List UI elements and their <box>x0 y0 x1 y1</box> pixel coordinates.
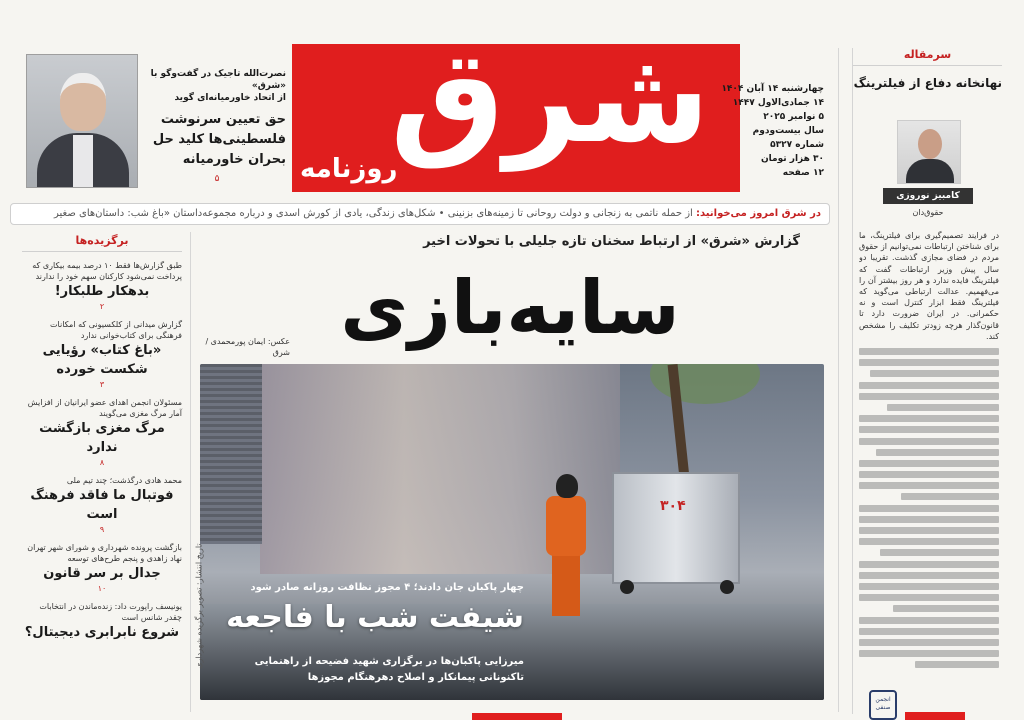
left-story-page: ۲ <box>99 302 105 311</box>
left-story-headline: مرگ مغزی بازگشت ندارد <box>39 421 165 455</box>
editorial-body <box>859 230 999 700</box>
dateline-pages: ۱۲ صفحه <box>782 168 824 178</box>
dateline-year: سال بیست‌ودوم <box>752 126 824 136</box>
author-name: کامبیز نوروزی <box>883 188 973 204</box>
left-story[interactable] <box>22 260 182 313</box>
left-story-kicker: یونیسف راپورت داد: زنده‌ماندن در انتخابات چقدر شانس است <box>39 602 182 622</box>
main-headline[interactable]: سایه‌بازی <box>340 265 680 351</box>
logo-small-text: روزنامه <box>300 154 398 184</box>
dateline-price: ۳۰ هزار تومان <box>760 154 824 164</box>
union-seal-icon: انجمن صنفی <box>869 690 897 720</box>
dateline <box>721 82 824 180</box>
editorial-body-text: در فرایند تصمیم‌گیری برای فیلترینگ، ما برای شناختن ارتباطات نمی‌توانیم از حقوق مردم در فضای مجازی گذشت. تقریبا دو سال پیش وزیر ارتباطات گفت که فیلترینگ فایده ندارد و هر روز بیشتر آن را می‌فهمیم. عدالت ارتباطی می‌گوید که فیلترینگ فقط ابزار کنترل است و نه حکمرانی. در ایران ضرورت دارد تا قانون‌گذار هرچه زودتر تکلیف را مشخص کند. <box>859 231 999 341</box>
masthead-logo <box>292 23 740 192</box>
photo-story-text: میرزایی پاکبان‌ها در برگزاری شهید فضیحه از راهنمایی تاکنونانی پیمانکار و اصلاح دهرهنگام مجوزها <box>254 656 524 683</box>
left-story[interactable] <box>22 397 182 469</box>
bottom-red-tab <box>472 713 562 720</box>
left-story-kicker: مسئولان انجمن اهدای عضو ایرانیان از افزایش آمار مرگ مغزی می‌گویند <box>27 398 182 418</box>
bottom-right-red-tab <box>905 712 965 720</box>
photo-story-headline[interactable]: شیفت شب با فاجعه <box>226 600 524 635</box>
bin-number: ۳۰۴ <box>660 498 686 514</box>
ticker-text: از حمله ناتمی به زنجانی و دولت روحانی تا زمینه‌های بزنینی • شکل‌های زندگی، یادی از کورش اسدی و درباره مجموعه‌داستان «باغ شب: داستان‌های صغیر <box>53 208 693 219</box>
photo-vertical-caption <box>190 543 204 698</box>
photo-story-kicker: چهار پاکبان جان دادند؛ ۴ مجوز نظافت روزانه صادر شود <box>250 582 524 593</box>
top-story[interactable] <box>148 68 286 184</box>
left-story-page: ۹ <box>99 525 105 534</box>
top-story-page: ۵ <box>214 174 220 184</box>
left-story-kicker: بازگشت پرونده شهرداری و شورای شهر تهران نهاد زاهدی و پنجم طرح‌های توسعه <box>27 543 182 563</box>
dateline-issue: شماره ۵۳۲۷ <box>770 140 824 150</box>
author-photo <box>897 120 961 184</box>
left-story[interactable] <box>22 475 182 536</box>
left-column <box>22 234 182 714</box>
left-section-label: برگزیده‌ها <box>22 234 182 252</box>
photo-credit: عکس: ایمان پورمحمدی / شرق <box>205 337 290 357</box>
top-story-portrait <box>26 54 138 188</box>
left-story[interactable] <box>22 542 182 595</box>
street-sweeper-figure <box>544 474 588 624</box>
left-story-kicker: طبق گزارش‌ها فقط ۱۰ درصد بیمه بیکاری که پرداخت نمی‌شود کارکنان سهم خود را ندارند <box>32 261 182 281</box>
left-story-headline: شروع نابرابری دیجیتال؟ <box>24 625 180 640</box>
top-story-kicker: نصرت‌الله تاجیک در گفت‌وگو با «شرق» <box>150 69 286 91</box>
left-story-kicker: گزارش میدانی از کلکسیونی که امکانات فرهنگی برای کتاب‌خوانی ندارد <box>50 320 182 340</box>
main-photo[interactable] <box>200 364 824 700</box>
column-divider <box>838 48 839 712</box>
dateline-persian: چهارشنبه ۱۴ آبان ۱۴۰۴ <box>721 84 824 94</box>
editorial-section-label: سرمقاله <box>853 48 1002 66</box>
garbage-bin <box>612 472 740 584</box>
editorial-headline[interactable]: نهانخانه دفاع از فیلترینگ <box>853 76 1002 90</box>
main-report-kicker: گزارش «شرق» از ارتباط سخنان تازه جلیلی با تحولات اخیر <box>423 234 800 249</box>
ticker-label: در شرق امروز می‌خوانید: <box>696 208 821 219</box>
right-column-editorial <box>852 48 1002 714</box>
left-story-page: ۸ <box>99 458 105 467</box>
author-role: حقوق‌دان <box>912 208 944 217</box>
left-story-page: ۳ <box>99 380 105 389</box>
left-story-headline: بدهکار طلبکار! <box>54 284 150 299</box>
top-story-kicker-2: از اتحاد خاورمیانه‌ای گوید <box>174 93 286 103</box>
left-story[interactable] <box>22 319 182 391</box>
left-story-page: ۱۰ <box>97 584 107 593</box>
top-story-headline: حق تعیین سرنوشت فلسطینی‌ها کلید حل بحران خاورمیانه <box>152 112 286 167</box>
today-ticker[interactable] <box>10 203 830 225</box>
dateline-hijri: ۱۴ جمادی‌الاول ۱۴۴۷ <box>732 98 824 108</box>
left-story-kicker: محمد هادی درگذشت؛ چند تیم ملی <box>66 476 182 485</box>
left-story-headline: «باغ کتاب» رؤیایی شکست خورده <box>42 343 162 377</box>
photo-caption-text: تاریخ انتشار: تصویر برگزیده شهرداری <box>194 543 204 669</box>
dateline-gregorian: ۵ نوامبر ۲۰۲۵ <box>763 112 824 122</box>
logo-main-text: شرق <box>390 23 710 172</box>
left-story-headline: فوتبال ما فاقد فرهنگ است <box>30 488 174 522</box>
left-story[interactable] <box>22 601 182 642</box>
left-story-headline: جدال بر سر قانون <box>43 566 161 581</box>
